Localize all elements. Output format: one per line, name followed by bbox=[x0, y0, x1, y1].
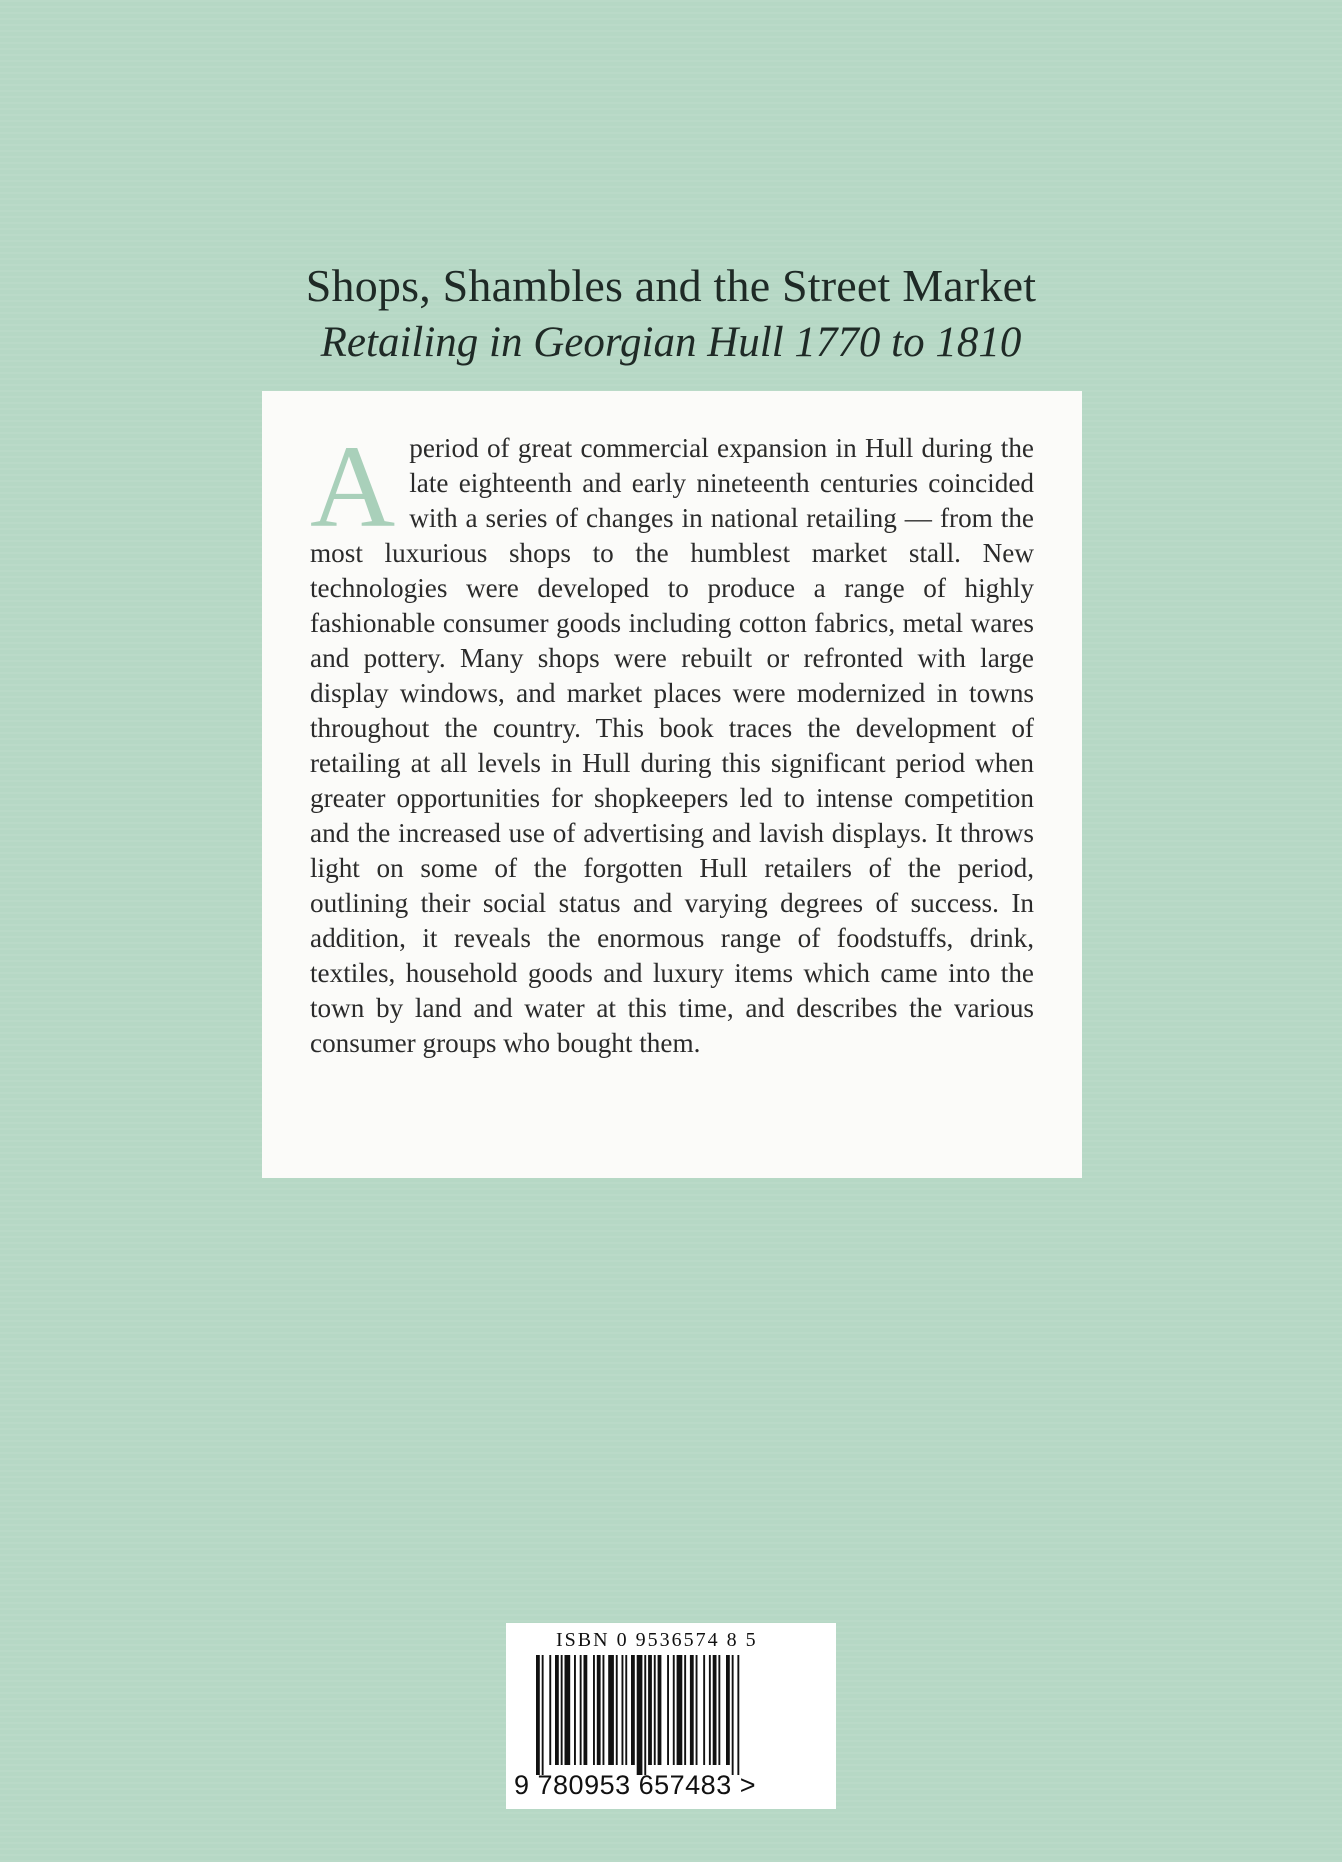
barcode-bar bbox=[631, 1655, 635, 1765]
book-title: Shops, Shambles and the Street Market bbox=[305, 260, 1037, 311]
barcode-bar bbox=[684, 1655, 686, 1765]
barcode-bar bbox=[549, 1655, 551, 1765]
blurb-paragraph bbox=[310, 421, 1034, 1061]
barcode-bars bbox=[536, 1655, 800, 1775]
barcode-bar bbox=[608, 1655, 614, 1765]
barcode-bar bbox=[574, 1655, 576, 1765]
barcode-bar bbox=[658, 1655, 662, 1765]
barcode-bar bbox=[732, 1655, 734, 1775]
barcode-bar bbox=[637, 1655, 643, 1775]
barcode-panel bbox=[506, 1623, 836, 1809]
barcode-bar bbox=[737, 1655, 739, 1775]
barcode-bar bbox=[561, 1655, 563, 1765]
barcode-bar bbox=[616, 1655, 618, 1765]
barcode-bar bbox=[709, 1655, 711, 1765]
barcode-bar bbox=[565, 1655, 571, 1765]
barcode-bar bbox=[667, 1655, 669, 1765]
barcode-bar bbox=[690, 1655, 694, 1765]
barcode-bar bbox=[673, 1655, 675, 1765]
barcode-bar bbox=[622, 1655, 624, 1765]
barcode-bar bbox=[542, 1655, 544, 1775]
barcode-bar bbox=[603, 1655, 605, 1765]
ean-digits: 9 780953 657483 > bbox=[514, 1770, 756, 1800]
barcode-bar bbox=[584, 1655, 588, 1765]
barcode-bar bbox=[580, 1655, 582, 1765]
barcode-bar bbox=[536, 1655, 540, 1775]
barcode-bar bbox=[703, 1655, 705, 1765]
barcode-bar bbox=[648, 1655, 652, 1765]
barcode-bar bbox=[677, 1655, 683, 1765]
barcode-bar bbox=[726, 1655, 730, 1765]
barcode bbox=[536, 1655, 800, 1775]
barcode-bar bbox=[625, 1655, 627, 1765]
barcode-bar bbox=[696, 1655, 698, 1765]
barcode-bar bbox=[597, 1655, 601, 1765]
book-subtitle: Retailing in Georgian Hull 1770 to 1810 bbox=[320, 319, 1022, 366]
isbn-label: ISBN 0 9536574 8 5 bbox=[556, 1629, 758, 1651]
blurb-text: period of great commercial expansion in Hull during the late eighteenth and early nineteenth centuries coincided with a series of changes in national retailing — from the most luxurious shops to the humblest market stall. New technologies were developed to produce a range of highly fashionable consumer goods including cotton fabrics, metal wares and pottery. Many shops were rebuilt or refronted with large display windows, and market places were modernized in towns throughout the country. This book traces the development of retailing at all levels in Hull during this significant period when greater opportunities for shopkeepers led to intense competition and the increased use of advertising and lavish displays. It throws light on some of the forgotten Hull retailers of the period, outlining their social status and varying degrees of success. In addition, it reveals the enormous range of foodstuffs, drink, textiles, household goods and luxury items which came into the town by land and water at this time, and describes the various consumer groups who bought them. bbox=[310, 433, 1034, 1058]
barcode-bar bbox=[593, 1655, 595, 1765]
drop-cap: A bbox=[310, 421, 396, 552]
barcode-bar bbox=[644, 1655, 646, 1775]
barcode-bar bbox=[555, 1655, 559, 1765]
barcode-bar bbox=[718, 1655, 720, 1765]
blurb-panel bbox=[262, 391, 1082, 1178]
barcode-bar bbox=[713, 1655, 717, 1765]
barcode-bar bbox=[654, 1655, 656, 1765]
